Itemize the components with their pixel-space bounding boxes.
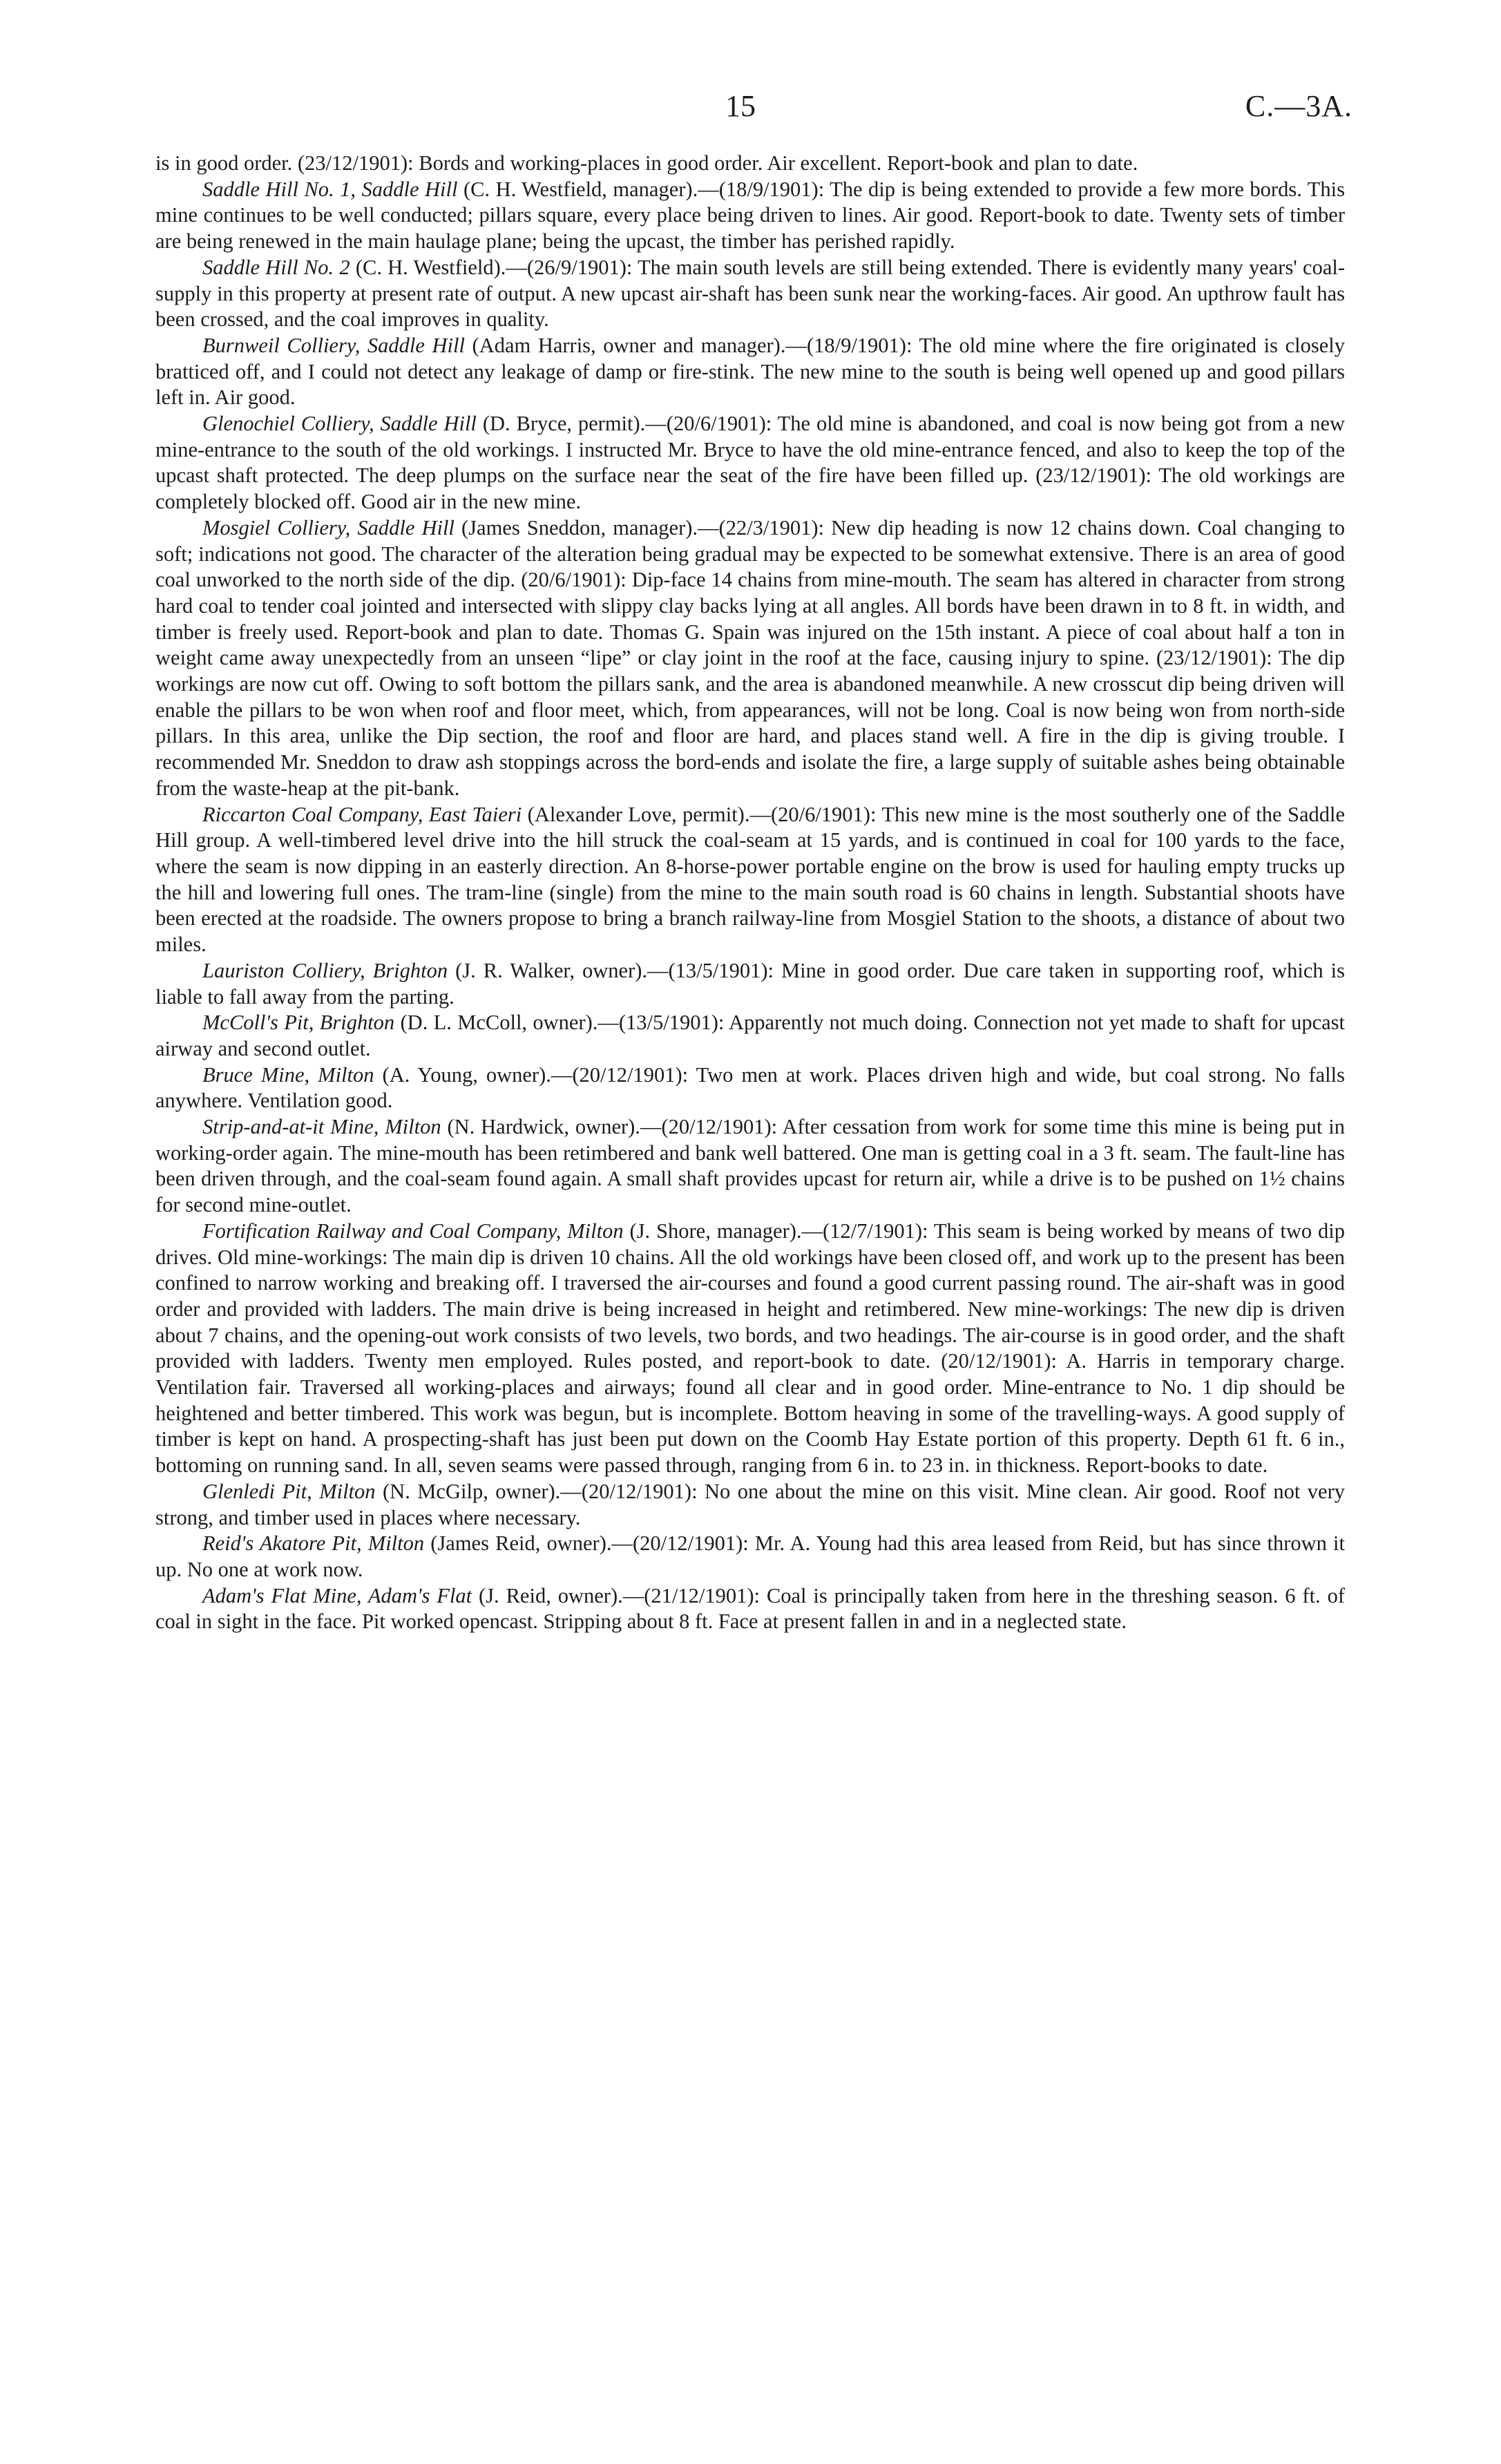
mine-entry <box>155 177 1345 255</box>
mine-name: McColl's Pit, Brighton <box>202 1011 395 1035</box>
entry-text: (J. R. Walker, owner).—(13/5/1901): Mine in good order. Due care taken in supporting roof, which is liable to fall away from the parting. <box>155 958 1345 1009</box>
mine-name: Glenledi Pit, Milton <box>202 1479 376 1503</box>
entry-text: (D. L. McColl, owner).—(13/5/1901): Apparently not much doing. Connection not yet made to shaft for upcast airway and second outlet. <box>155 1011 1346 1060</box>
mine-entry <box>155 1114 1345 1219</box>
mine-entry <box>155 515 1345 802</box>
mine-entry <box>155 333 1345 411</box>
mine-name: Mosgiel Colliery, Saddle Hill <box>202 515 455 539</box>
entry-text: (J. Reid, owner).—(21/12/1901): Coal is principally taken from here in the threshing season. 6 ft. of coal in sight in the face. Pit worked opencast. Stripping about 8 ft. Face at present fallen in and in a neglected state. <box>155 1583 1345 1634</box>
page-number: 15 <box>725 89 756 123</box>
mine-name: Riccarton Coal Company, East Taieri <box>202 802 522 826</box>
entry-text: (A. Young, owner).—(20/12/1901): Two men at work. Places driven high and wide, but coal strong. No falls anywhere. Ventilation good. <box>155 1062 1346 1113</box>
mine-name: Lauriston Colliery, Brighton <box>202 958 448 982</box>
mine-name: Saddle Hill No. 2 <box>202 255 350 279</box>
entry-text: (N. McGilp, owner).—(20/12/1901): No one about the mine on this visit. Mine clean. Air good. Roof not very strong, and timber used in places where necessary. <box>155 1479 1345 1529</box>
series-reference: C.—3A. <box>1245 89 1352 123</box>
paragraph-text: is in good order. (23/12/1901): Bords and working-places in good order. Air excellent. Report-book and plan to date. <box>155 151 1138 175</box>
mine-entry <box>155 255 1345 333</box>
entry-text: (James Sneddon, manager).—(22/3/1901): New dip heading is now 12 chains down. Coal changing to soft; indications not good. The character of the alteration being gradual may be expected to be somewhat extensive. There is an area of good coal unworked to the north side of the dip. (20/6/1901): Dip-face 14 chains from mine-mouth. The seam has altered in character from strong hard coal to tender coal jointed and intersected with slippy clay backs lying at all angles. All bords have been drawn in to 8 ft. in width, and timber is freely used. Report-book and plan to date. Thomas G. Spain was injured on the 15th instant. A piece of coal about half a ton in weight came away unexpectedly from an unseen “lipe” or clay joint in the roof at the face, causing injury to spine. (23/12/1901): The dip workings are now cut off. Owing to soft bottom the pillars sank, and the area is abandoned meanwhile. A new crosscut dip being driven will enable the pillars to be won when roof and floor meet, which, from appearances, will not be long. Coal is now being won from north-side pillars. In this area, unlike the Dip section, the roof and floor are hard, and places stand well. A fire in the dip is giving trouble. I recommended Mr. Sneddon to draw ash stoppings across the bord-ends and isolate the fire, a large supply of suitable ashes being obtainable from the waste-heap at the pit-bank. <box>155 515 1345 800</box>
mine-entry <box>155 411 1345 515</box>
mine-entry <box>155 1583 1345 1635</box>
mine-entry <box>155 1062 1345 1114</box>
mine-name: Saddle Hill No. 1, Saddle Hill <box>202 177 458 201</box>
mine-name: Fortification Railway and Coal Company, Milton <box>202 1219 624 1243</box>
mine-entry <box>155 1219 1345 1479</box>
report-body <box>155 151 1345 1635</box>
entry-text: (Adam Harris, owner and manager).—(18/9/1901): The old mine where the fire originated is closely bratticed off, and I could not detect any leakage of damp or fire-stink. The new mine to the south is being well opened up and good pillars left in. Air good. <box>155 333 1345 410</box>
mine-entry <box>155 958 1345 1010</box>
entry-text: (J. Shore, manager).—(12/7/1901): This seam is being worked by means of two dip drives. Old mine-workings: The main dip is driven 10 chains. All the old workings have been closed off, and work up to the present has been confined to narrow working and breaking off. I traversed the air-courses and found a good current passing round. The air-shaft was in good order and provided with ladders. The main drive is being increased in height and retimbered. New mine-workings: The new dip is driven about 7 chains, and the opening-out work consists of two levels, two bords, and two headings. The air-course is in good order, and the shaft provided with ladders. Twenty men employed. Rules posted, and report-book to date. (20/12/1901): A. Harris in temporary charge. Ventilation fair. Traversed all working-places and airways; found all clear and in good order. Mine-entrance to No. 1 dip should be heightened and better timbered. This work was begun, but is incomplete. Bottom heaving in some of the travelling-ways. A good supply of timber is kept on hand. A prospecting-shaft has just been put down on the Coomb Hay Estate portion of this property. Depth 61 ft. 6 in., bottoming on running sand. In all, seven seams were passed through, ranging from 6 in. to 23 in. in thickness. Report-books to date. <box>155 1219 1345 1478</box>
mine-name: Adam's Flat Mine, Adam's Flat <box>202 1583 472 1607</box>
entry-text: (Alexander Love, permit).—(20/6/1901): This new mine is the most southerly one of the Saddle Hill group. A well-timbered level drive into the hill struck the coal-seam at 15 yards, and is continued in coal for 100 yards to the face, where the seam is now dipping in an easterly direction. An 8-horse-power portable engine on the brow is used for hauling empty trucks up the hill and lowering full ones. The tram-line (single) from the mine to the main south road is 60 chains in length. Substantial shoots have been erected at the roadside. The owners propose to bring a branch railway-line from Mosgiel Station to the shoots, a distance of about two miles. <box>155 802 1345 957</box>
entry-text: (N. Hardwick, owner).—(20/12/1901): After cessation from work for some time this mine is being put in working-order again. The mine-mouth has been retimbered and bank well battered. One man is getting coal in a 3 ft. seam. The fault-line has been driven through, and the coal-seam found again. A small shaft provides upcast for return air, while a drive is to be pushed on 1½ chains for second mine-outlet. <box>155 1115 1345 1217</box>
mine-name: Burnweil Colliery, Saddle Hill <box>202 333 465 357</box>
entry-text: (D. Bryce, permit).—(20/6/1901): The old mine is abandoned, and coal is now being got from a new mine-entrance to the south of the old workings. I instructed Mr. Bryce to have the old mine-entrance fenced, and also to keep the top of the upcast shaft protected. The deep plumps on the surface near the seat of the fire have been filled up. (23/12/1901): The old workings are completely blocked off. Good air in the new mine. <box>155 412 1346 514</box>
mine-entry <box>155 1479 1345 1531</box>
mine-name: Glenochiel Colliery, Saddle Hill <box>202 412 477 436</box>
mine-name: Bruce Mine, Milton <box>202 1062 374 1087</box>
paragraph-continuation <box>155 151 1345 177</box>
mine-name: Strip-and-at-it Mine, Milton <box>202 1115 441 1139</box>
entry-text: (C. H. Westfield, manager).—(18/9/1901): The dip is being extended to provide a few more bords. This mine continues to be well conducted; pillars square, every place being driven to lines. Air good. Report-book to date. Twenty sets of timber are being renewed in the main haulage plane; being the upcast, the timber has perished rapidly. <box>155 177 1346 254</box>
mine-entry <box>155 802 1345 958</box>
entry-text: (James Reid, owner).—(20/12/1901): Mr. A. Young had this area leased from Reid, but has since thrown it up. No one at work now. <box>155 1531 1346 1581</box>
mine-name: Reid's Akatore Pit, Milton <box>202 1531 425 1556</box>
mine-entry <box>155 1010 1345 1062</box>
entry-text: (C. H. Westfield).—(26/9/1901): The main south levels are still being extended. There is evidently many years' coal-supply in this property at present rate of output. A new upcast air-shaft has been sunk near the working-faces. Air good. An upthrow fault has been crossed, and the coal improves in quality. <box>155 255 1345 332</box>
mine-entry <box>155 1531 1345 1583</box>
page-header <box>0 88 1501 130</box>
